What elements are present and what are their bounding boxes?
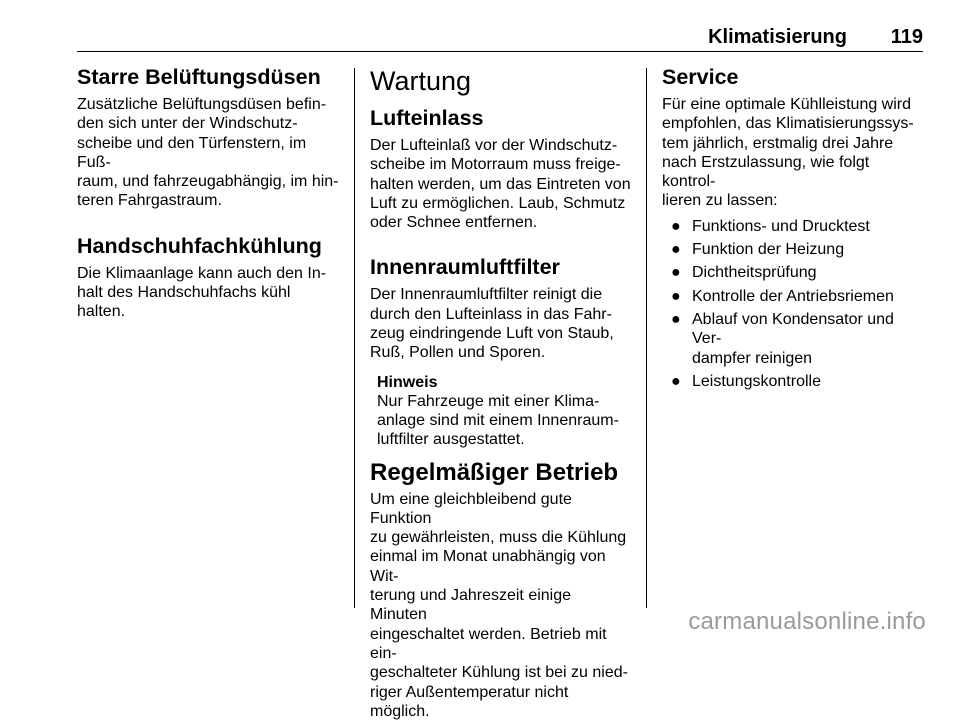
text-line: tem jährlich, erstmalig drei Jahre [662, 134, 894, 152]
list-item [662, 372, 924, 391]
text-line: durch den Lufteinlass in das Fahr- [370, 305, 612, 323]
bullet-icon: ● [671, 287, 681, 305]
list-item-text: Ablauf von Kondensator und Ver- [692, 310, 894, 348]
text-line: den sich unter der Windschutz- [77, 115, 298, 133]
service-checklist [662, 217, 924, 391]
text-line: lieren zu lassen: [662, 192, 778, 210]
text-line: riger Außentemperatur nicht möglich. [370, 683, 569, 720]
heading-starre-belueftungsduesen: Starre Belüftungsdüsen [77, 65, 321, 89]
text-line: zu gewährleisten, muss die Kühlung [370, 529, 627, 547]
text-line: einmal im Monat unabhängig von Wit- [370, 548, 606, 585]
text-line: anlage sind mit einem Innenraum- [377, 411, 619, 429]
heading-service: Service [662, 65, 739, 89]
text-line: teren Fahrgastraum. [77, 192, 222, 210]
text-line: nach Erstzulassung, wie folgt kontrol- [662, 153, 870, 191]
list-item-text: Funktions- und Drucktest [692, 217, 870, 235]
heading-handschuhfachkuehlung: Handschuhfachkühlung [77, 233, 322, 258]
text-line: Ruß, Pollen und Sporen. [370, 344, 546, 362]
text-line: Luft zu ermöglichen. Laub, Schmutz [370, 194, 626, 212]
bullet-icon: ● [671, 241, 681, 259]
text-line: Für eine optimale Kühlleistung wird [662, 96, 912, 113]
list-item [662, 240, 924, 259]
column-1 [77, 64, 339, 322]
paragraph-regelmaessiger-betrieb [370, 490, 632, 721]
text-line: scheibe und den Türfenstern, im Fuß- [77, 134, 307, 171]
text-line: Die Klimaanlage kann auch den In- [77, 264, 327, 282]
list-item-text: Dichtheitsprüfung [692, 264, 817, 282]
paragraph-belueftungsduesen [77, 95, 339, 211]
text-line: eingeschaltet werden. Betrieb mit ein- [370, 625, 607, 662]
list-item [662, 217, 924, 236]
bullet-icon: ● [671, 310, 681, 328]
heading-regelmaessiger-betrieb: Regelmäßiger Betrieb [370, 458, 619, 486]
page-header [77, 26, 923, 52]
heading-innenraumluftfilter: Innenraumluftfilter [370, 255, 560, 280]
text-line: Der Lufteinlaß vor der Windschutz- [370, 137, 618, 154]
bullet-icon: ● [671, 217, 681, 235]
paragraph-service [662, 95, 924, 211]
column-2 [370, 64, 632, 721]
list-item [662, 287, 924, 306]
paragraph-innenraumluftfilter [370, 285, 632, 362]
text-line: halten werden, um das Eintreten von [370, 175, 631, 193]
heading-wartung: Wartung [370, 66, 472, 96]
note-text [377, 392, 632, 450]
list-item-text: Funktion der Heizung [692, 241, 845, 259]
column-divider-2 [646, 68, 647, 608]
bullet-icon: ● [671, 372, 681, 390]
text-line: luftfilter ausgestattet. [377, 431, 525, 449]
list-item [662, 263, 924, 282]
paragraph-handschuhfach [77, 264, 339, 322]
list-item-text: Kontrolle der Antriebsriemen [692, 287, 894, 305]
paragraph-lufteinlass [370, 136, 632, 232]
watermark: carmanualsonline.info [688, 608, 926, 635]
text-line: Zusätzliche Belüftungsdüsen befin- [77, 96, 327, 113]
text-line: raum, und fahrzeugabhängig, im hin- [77, 173, 339, 191]
text-line: terung und Jahreszeit einige Minuten [370, 587, 572, 624]
column-divider-1 [354, 68, 355, 608]
text-line: zeug eindringende Luft von Staub, [370, 325, 614, 343]
text-line: oder Schnee entfernen. [370, 214, 538, 232]
list-item-text: dampfer reinigen [692, 349, 813, 367]
note-box [370, 373, 632, 450]
text-line: Nur Fahrzeuge mit einer Klima- [377, 392, 600, 410]
list-item-text: Leistungskontrolle [692, 372, 821, 390]
bullet-icon: ● [671, 264, 681, 282]
page-number: 119 [890, 26, 923, 48]
heading-lufteinlass: Lufteinlass [370, 106, 484, 130]
text-line: empfohlen, das Klimatisierungssys- [662, 115, 914, 133]
text-line: scheibe im Motorraum muss freige- [370, 156, 621, 174]
text-line: geschalteter Kühlung ist bei zu nied- [370, 664, 628, 682]
list-item [662, 310, 924, 368]
column-3 [662, 64, 924, 391]
note-title: Hinweis [377, 373, 438, 391]
text-line: halt des Handschuhfachs kühl halten. [77, 284, 291, 321]
chapter-title: Klimatisierung [708, 26, 847, 48]
text-line: Der Innenraumluftfilter reinigt die [370, 286, 603, 304]
text-line: Um eine gleichbleibend gute Funktion [370, 490, 572, 527]
